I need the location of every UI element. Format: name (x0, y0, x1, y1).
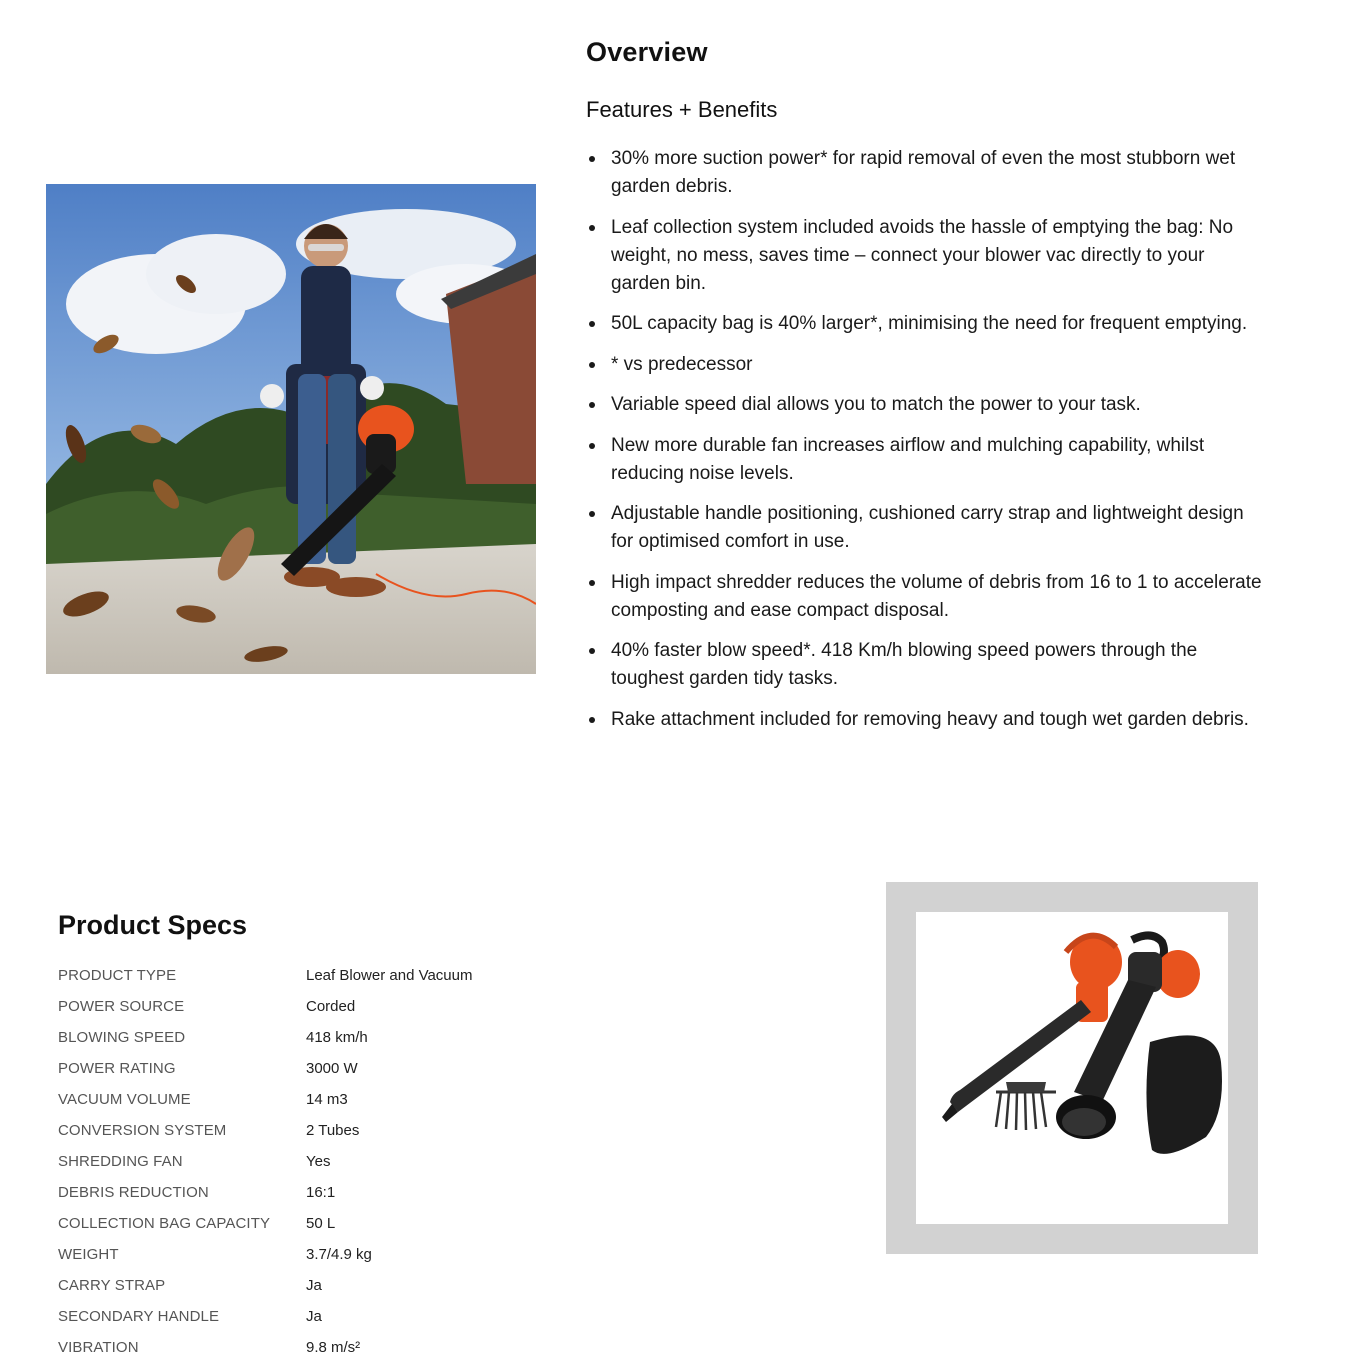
man-using-leaf-blower-photo-icon (46, 184, 536, 674)
table-row (58, 1301, 473, 1332)
features-title: Features + Benefits (586, 97, 778, 122)
feature-text: High impact shredder reduces the volume of debris from 16 to 1 to accelerate composting and ease compact disposal. (611, 571, 1262, 621)
feature-text: * vs predecessor (611, 353, 753, 375)
list-item (586, 391, 1266, 419)
spec-label: WEIGHT (58, 1246, 119, 1263)
spec-label: CARRY STRAP (58, 1277, 166, 1294)
product-image-frame (886, 882, 1258, 1254)
spec-value: Leaf Blower and Vacuum (306, 967, 473, 984)
spec-label: VIBRATION (58, 1339, 139, 1356)
spec-label: POWER RATING (58, 1060, 176, 1077)
spec-value: Ja (306, 1277, 322, 1294)
table-row (58, 1270, 473, 1301)
spec-label: COLLECTION BAG CAPACITY (58, 1215, 271, 1232)
feature-text: Leaf collection system included avoids the hassle of emptying the bag: No weight, no mess, saves time – connect your blower vac directly to your garden bin. (611, 216, 1234, 294)
list-item (586, 310, 1266, 338)
spec-label: DEBRIS REDUCTION (58, 1184, 209, 1201)
table-row (58, 991, 473, 1022)
list-item (586, 706, 1266, 734)
spec-label: CONVERSION SYSTEM (58, 1122, 227, 1139)
product-specs-section (58, 906, 658, 1363)
table-row (58, 1084, 473, 1115)
list-item (586, 351, 1266, 379)
spec-value: 418 km/h (306, 1029, 368, 1046)
overview-section (586, 34, 1266, 746)
spec-label: POWER SOURCE (58, 998, 185, 1015)
blower-vac-kit-product-photo-icon (916, 912, 1228, 1224)
features-list (586, 145, 1266, 734)
spec-value: 9.8 m/s² (306, 1339, 361, 1356)
specs-table (58, 960, 473, 1363)
table-row (58, 1239, 473, 1270)
list-item (586, 500, 1266, 556)
list-item (586, 214, 1266, 298)
specs-title: Product Specs (58, 910, 248, 940)
spec-value: 3.7/4.9 kg (306, 1246, 372, 1263)
spec-value: 16:1 (306, 1184, 336, 1201)
feature-text: 30% more suction power* for rapid removal of even the most stubborn wet garden debris. (611, 148, 1236, 197)
spec-value: 2 Tubes (306, 1122, 360, 1139)
spec-label: SHREDDING FAN (58, 1153, 183, 1170)
bullet-icon (589, 362, 595, 368)
spec-value: 14 m3 (306, 1091, 348, 1108)
bullet-icon (589, 580, 595, 586)
spec-label: PRODUCT TYPE (58, 967, 177, 984)
bullet-icon (589, 648, 595, 654)
bullet-icon (589, 321, 595, 327)
bullet-icon (589, 402, 595, 408)
feature-text: New more durable fan increases airflow and mulching capability, whilst reducing noise levels. (611, 434, 1205, 484)
spec-value: Corded (306, 998, 356, 1015)
bullet-icon (589, 717, 595, 723)
feature-text: Variable speed dial allows you to match the power to your task. (611, 394, 1141, 415)
table-row (58, 1053, 473, 1084)
product-image (916, 912, 1228, 1224)
bullet-icon (589, 225, 595, 231)
table-row (58, 1146, 473, 1177)
list-item (586, 569, 1266, 625)
table-row (58, 1115, 473, 1146)
spec-label: BLOWING SPEED (58, 1029, 186, 1046)
feature-text: 50L capacity bag is 40% larger*, minimising the need for frequent emptying. (611, 313, 1248, 334)
table-row (58, 1022, 473, 1053)
spec-value: 3000 W (306, 1060, 358, 1077)
list-item (586, 637, 1266, 693)
table-row (58, 1177, 473, 1208)
table-row (58, 1208, 473, 1239)
feature-text: Rake attachment included for removing heavy and tough wet garden debris. (611, 708, 1249, 730)
feature-text: Adjustable handle positioning, cushioned carry strap and lightweight design for optimised comfort in use. (611, 503, 1244, 552)
spec-label: VACUUM VOLUME (58, 1091, 191, 1108)
bullet-icon (589, 443, 595, 449)
feature-text: 40% faster blow speed*. 418 Km/h blowing speed powers through the toughest garden tidy tasks. (611, 640, 1198, 689)
overview-title: Overview (586, 37, 708, 67)
hero-photo (46, 184, 536, 674)
bullet-icon (589, 156, 595, 162)
spec-value: Yes (306, 1153, 331, 1170)
list-item (586, 432, 1266, 488)
table-row (58, 1332, 473, 1363)
list-item (586, 145, 1266, 201)
spec-label: SECONDARY HANDLE (58, 1308, 220, 1325)
spec-value: 50 L (306, 1215, 336, 1232)
bullet-icon (589, 511, 595, 517)
spec-value: Ja (306, 1308, 322, 1325)
table-row (58, 960, 473, 991)
